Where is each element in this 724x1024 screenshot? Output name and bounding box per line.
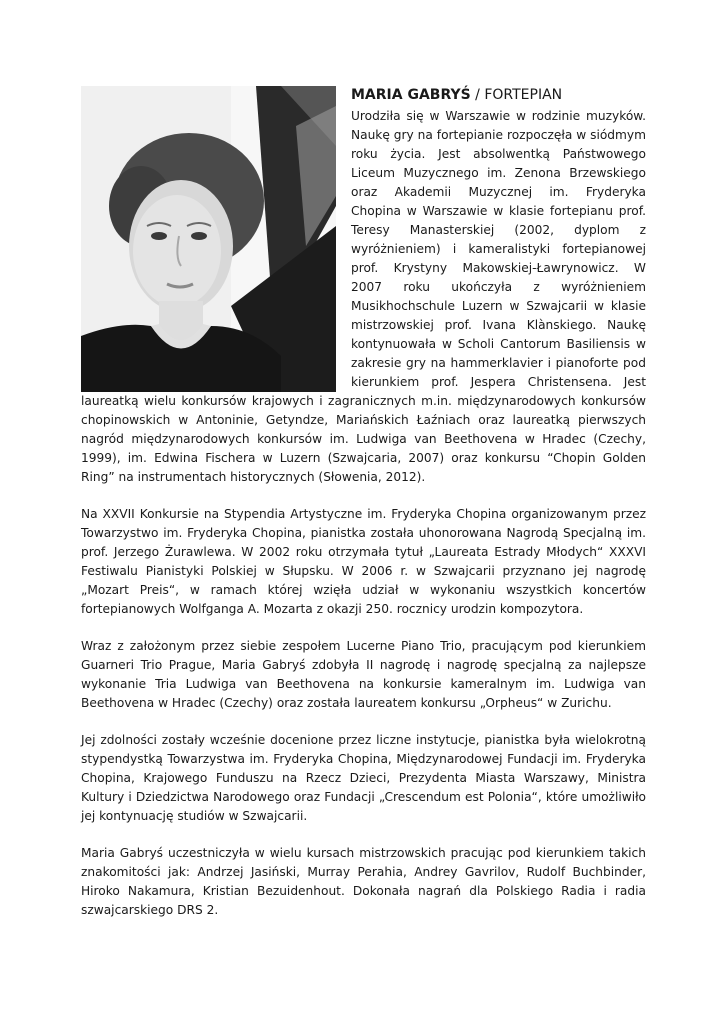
biography-paragraph-2: Na XXVII Konkursie na Stypendia Artystyczne im. Fryderyka Chopina organizowanym przez Towarzystwo im. Fryderyka Chopina, pianistka została uhonorowana Nagrodą Specjalną im. prof. Jerzego Żurawlewa. W 2002 roku otrzymała tytuł „Laureata Estrady Młodych“ XXXVI Festiwalu Pianistyki Polskiej w Słupsku. W 2006 r. w Szwajcarii przyznano jej nagrodę „Mozart Preis“, w ramach której wzięła udział w wykonaniu wszystkich koncertów fortepianowych Wolfganga A. Mozarta z okazji 250. rocznicy urodzin kompozytora.	[81, 507, 646, 616]
photo-spacer	[81, 86, 351, 392]
title-separator: /	[470, 87, 485, 103]
biography-paragraph-3: Wraz z założonym przez siebie zespołem Lucerne Piano Trio, pracującym pod kierunkiem Guarneri Trio Prague, Maria Gabryś zdobyła II nagrodę i nagrodę specjalną za najlepsze wykonanie Tria Ludwiga van Beethovena na konkursie kameralnym im. Ludwiga van Beethovena w Hradec (Czechy) oraz została laureatem konkursu „Orpheus“ w Zurichu.	[81, 639, 646, 710]
biography-paragraph-5: Maria Gabryś uczestniczyła w wielu kursach mistrzowskich pracując pod kierunkiem takich znakomitości jak: Andrzej Jasiński, Murray Perahia, Andrey Gavrilov, Rudolf Buchbinder, Hiroko Nakamura, Kristian Bezuidenhout. Dokonała nagrań dla Polskiego Radia i radia szwajcarskiego DRS 2.	[81, 846, 646, 917]
text-content	[81, 86, 646, 938]
artist-name: MARIA GABRYŚ	[351, 87, 471, 103]
artist-instrument: FORTEPIAN	[484, 87, 563, 103]
biography-paragraph-1: Urodziła się w Warszawie w rodzinie muzyków. Naukę gry na fortepianie rozpoczęła w siódmym roku życia. Jest absolwentką Państwowego Liceum Muzycznego im. Zenona Brzewskiego oraz Akademii Muzycznej im. Fryderyka Chopina w Warszawie w klasie fortepianu prof. Teresy Manasterskiej (2002, dyplom z wyróżnieniem) i kameralistyki fortepianowej prof. Krystyny Makowskiej-Ławrynowicz. W 2007 roku ukończyła z wyróżnieniem Musikhochschule Luzern w Szwajcarii w klasie mistrzowskiej prof. Ivana Klànskiego. Naukę kontynuowała w Scholi Cantorum Basiliensis w zakresie gry na hammerklavier i pianoforte pod kierunkiem prof. Jespera Christensena. Jest laureatką wielu konkursów krajowych i zagranicznych m.in. międzynarodowych konkursów chopinowskich w Antoninie, Getyndze, Mariańskich Łaźniach oraz laureatką pierwszych nagród międzynarodowych konkursów im. Ludwiga van Beethovena w Hradec (Czechy, 1999), im. Edwina Fischera w Luzern (Szwajcaria, 2007) oraz konkursu “Chopin Golden Ring” na instrumentach historycznych (Słowenia, 2012).	[81, 109, 646, 484]
biography-paragraph-4: Jej zdolności zostały wcześnie docenione przez liczne instytucje, pianistka była wielokrotną stypendystką Towarzystwa im. Fryderyka Chopina, Międzynarodowej Fundacji im. Fryderyka Chopina, Krajowego Funduszu na Rzecz Dzieci, Prezydenta Miasta Warszawy, Ministra Kultury i Dziedzictwa Narodowego oraz Fundacji „Crescendum est Polonia“, które umożliwiło jej kontynuację studiów w Szwajcarii.	[81, 733, 646, 823]
